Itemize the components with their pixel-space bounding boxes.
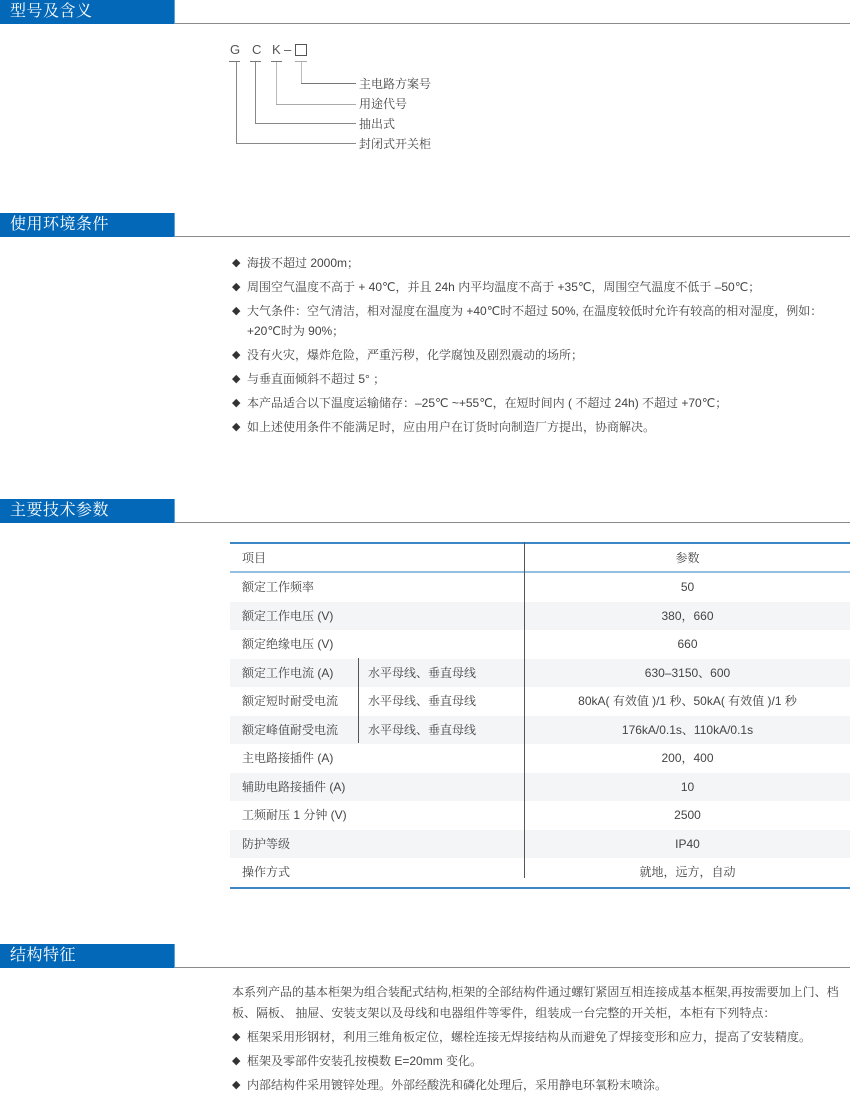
- table-row: [230, 630, 850, 659]
- code-letter-g: G: [230, 42, 241, 57]
- column-divider: [524, 542, 525, 878]
- cell-item: 工频耐压 1 分钟 (V): [242, 808, 347, 822]
- cell-value: 10: [680, 779, 695, 794]
- section-title-bar: [0, 213, 175, 237]
- table-row: [230, 602, 850, 631]
- divider: [175, 967, 850, 968]
- table-row: [230, 801, 850, 830]
- table-row: [230, 773, 850, 802]
- table-bottom-rule: [230, 887, 850, 889]
- cell-value: 630–3150、600: [644, 665, 731, 680]
- section-title: 型号及含义: [10, 3, 93, 20]
- cell-sub: 水平母线、垂直母线: [368, 694, 477, 708]
- cell-item: 额定工作电压 (V): [242, 608, 334, 623]
- header-item: 项目: [242, 551, 267, 565]
- cell-value: 80kA( 有效值 )/1 秒、50kA( 有效值 )/1 秒: [578, 694, 797, 708]
- cell-value: 200，400: [661, 751, 714, 765]
- cell-sub: 水平母线、垂直母线: [368, 722, 477, 737]
- leader-line: [276, 62, 277, 104]
- leader-line: [255, 62, 256, 123]
- table-row: [230, 716, 850, 745]
- list-item: ◆ 框架及零部件安装孔按模数 E=20mm 变化。: [232, 1051, 847, 1071]
- section-header-structure: [0, 944, 850, 968]
- cell-value: 380，660: [661, 608, 714, 623]
- cell-item: 额定短时耐受电流: [242, 694, 339, 708]
- code-letter-c: C: [252, 42, 262, 57]
- section-title: 结构特征: [10, 947, 77, 964]
- section-header-model: [0, 0, 850, 24]
- cell-item: 辅助电路接插件 (A): [242, 779, 346, 794]
- list-item: ◆ 本产品适合以下温度运输储存：–25℃ ~+55℃，在短时间内 ( 不超过 24h) 不超过 +70℃；: [232, 393, 847, 413]
- list-item: ◆ 框架采用形钢材，利用三维角板定位，螺栓连接无焊接结构从而避免了焊接变形和应力，提高了安装精度。: [232, 1027, 847, 1047]
- divider: [175, 23, 850, 24]
- table-row: [230, 573, 850, 602]
- subcolumn-divider: [358, 658, 359, 743]
- label-drawout: 抽出式: [359, 117, 396, 131]
- table-row: [230, 744, 850, 773]
- label-enclosed-switchgear: 封闭式开关柜: [359, 137, 432, 151]
- underline: [229, 61, 240, 62]
- section-title-bar: [0, 0, 175, 24]
- label-usage-code: 用途代号: [359, 97, 408, 111]
- code-letter-k: K: [272, 42, 281, 57]
- table-row: [230, 858, 850, 887]
- environment-list: [232, 253, 847, 441]
- list-item: ◆ 内部结构件采用镀锌处理。外部经酸洗和磷化处理后，采用静电环氧粉末喷涂。: [232, 1075, 847, 1095]
- cell-sub: 水平母线、垂直母线: [368, 665, 477, 680]
- list-item: ◆ 与垂直面倾斜不超过 5° ；: [232, 369, 847, 389]
- section-header-specs: [0, 499, 850, 523]
- cell-value: 50: [680, 580, 695, 594]
- list-item: ◆ 周围空气温度不高于 + 40℃，并且 24h 内平均温度不高于 +35℃，周围空气温度不低于 –50℃；: [232, 277, 847, 297]
- header-value: 参数: [675, 551, 700, 565]
- cell-item: 额定工作频率: [242, 580, 315, 594]
- cell-item: 额定峰值耐受电流: [242, 722, 339, 737]
- structure-list: [232, 1027, 847, 1099]
- label-main-circuit: 主电路方案号: [359, 77, 432, 91]
- cell-value: 660: [677, 637, 698, 651]
- table-header: [230, 544, 850, 571]
- list-item: ◆ 大气条件：空气清洁，相对湿度在温度为 +40℃时不超过 50%, 在温度较低时允许有较高的相对湿度，例如：+20℃时为 90%；: [232, 301, 847, 341]
- cell-value: 176kA/0.1s、110kA/0.1s: [621, 722, 754, 737]
- section-title-bar: [0, 499, 175, 523]
- code-placeholder-box: [295, 44, 307, 56]
- leader-line: [301, 83, 356, 84]
- leader-line: [301, 62, 302, 83]
- leader-line: [236, 62, 237, 143]
- section-header-environment: [0, 213, 850, 237]
- code-dash: –: [284, 42, 292, 57]
- cell-value: IP40: [675, 836, 700, 851]
- specs-table: [230, 542, 850, 889]
- cell-item: 额定绝缘电压 (V): [242, 637, 334, 651]
- section-title-bar: [0, 944, 175, 968]
- cell-item: 主电路接插件 (A): [242, 751, 334, 765]
- structure-intro: 本系列产品的基本柜架为组合装配式结构,柜架的全部结构件通过螺钉紧固互相连接成基本框架,再按需要加上门、档板、隔板、 抽屉、安装支架以及母线和电器组件等零件，组装成一台完整的开关柜，本柜有下列特点：: [232, 985, 839, 1020]
- leader-line: [255, 123, 356, 124]
- leader-line: [236, 143, 356, 144]
- table-row: [230, 687, 850, 716]
- cell-item: 操作方式: [242, 865, 291, 879]
- table-row: [230, 659, 850, 688]
- list-item: ◆ 如上述使用条件不能满足时，应由用户在订货时向制造厂方提出，协商解决。: [232, 417, 847, 437]
- list-item: ◆ 没有火灾，爆炸危险，严重污秽，化学腐蚀及剧烈震动的场所；: [232, 345, 847, 365]
- cell-item: 防护等级: [242, 836, 291, 851]
- leader-line: [276, 104, 356, 105]
- section-title: 主要技术参数: [10, 502, 110, 519]
- model-code-diagram: [228, 40, 468, 160]
- cell-value: 2500: [674, 808, 701, 822]
- cell-item: 额定工作电流 (A): [242, 665, 334, 680]
- section-title: 使用环境条件: [10, 216, 110, 233]
- divider: [175, 236, 850, 237]
- list-item: ◆ 海拔不超过 2000m；: [232, 253, 847, 273]
- divider: [175, 522, 850, 523]
- table-row: [230, 830, 850, 859]
- cell-value: 就地，远方，自动: [639, 865, 736, 879]
